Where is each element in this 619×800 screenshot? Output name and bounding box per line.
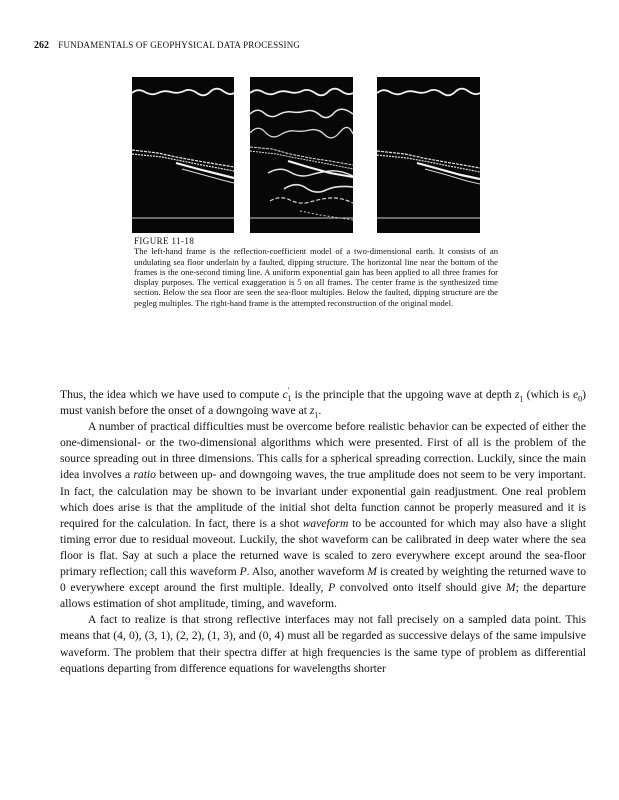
page-number: 262 [34, 40, 49, 51]
reconstruction-plot [377, 77, 480, 233]
body-text [60, 387, 586, 677]
pegleg-4 [300, 211, 353, 220]
synthesized-section-plot [250, 77, 353, 233]
running-head-title: FUNDAMENTALS OF GEOPHYSICAL DATA PROCESSING [58, 40, 301, 50]
sea-floor-multiple-2 [250, 127, 353, 137]
fault-reflector-b [250, 151, 353, 169]
figure-caption [134, 236, 498, 308]
paragraph-1: Thus, the idea which we have used to compute $c'_1$ is the principle that the upgoing wave at depth $z_1$ (which is $e_0$) must vanish before the onset of a downgoing wave at $z_1$. [60, 386, 586, 420]
faulted-reflector-lower [132, 154, 234, 171]
figure-label: FIGURE 11-18 [134, 236, 195, 246]
figure-caption-text: The left-hand frame is the reflection-coefficient model of a two-dimensional earth. It consists of an undulating sea floor underlain by a faulted, dipping structure. The horizontal line near the bottom of the frames is the one-second timing line. A uniform exponential gain has been applied to all three frames for display purposes. The vertical exaggeration is 5 on all frames. The center frame is the synthesized time section. Below the sea floor are seen the sea-floor multiples. Below the faulted, dipping structure are the pegleg multiples. The right-hand frame is the attempted reconstruction of the original model. [134, 246, 498, 308]
sea-floor-reflector [132, 89, 234, 96]
figure-11-18 [132, 77, 588, 233]
fault-reflector-a [250, 147, 353, 165]
sea-floor-multiple-1 [250, 109, 353, 117]
paragraph-3: A fact to realize is that strong reflective interfaces may not fall precisely on a sampled data point. This means that (4, 0), (3, 1), (2, 2), (1, 3), and (0, 4) must all be regarded as successive delays of the same impulsive waveform. The problem that their spectra differ at high frequencies is the same type of problem as differential equations departing from difference equations for wavelengths shorter [60, 613, 586, 675]
pegleg-2 [284, 185, 353, 192]
frame-reflection-model [132, 77, 234, 233]
sea-floor-primary [250, 89, 353, 96]
sea-floor-reflector [377, 89, 480, 96]
frame-reconstruction [377, 77, 480, 233]
pegleg-3 [270, 198, 353, 203]
reflection-model-plot [132, 77, 234, 233]
running-head [34, 39, 594, 52]
paragraph-2: A number of practical difficulties must be overcome before realistic behavior can be expected of either the one-dimensional- or the two-dimensional algorithms which were presented. First of all is the problem of the source spreading out in three dimensions. This calls for a spherical spreading correction. Luckily, since the main idea involves a ratio between up- and downgoing waves, the true amplitude does not seem to be very important. In fact, the calculation may be shown to be invariant under exponential gain readjustment. One real problem which does arise is that the amplitude of the initial shot delta function cannot be properly measured and it is required for the calculation. In fact, there is a shot waveform to be accounted for which may also have a slight timing error due to residual moveout. Luckily, the shot waveform can be calibrated in deep water where the sea floor is flat. Say at such a place the returned wave is scaled to zero everywhere except around the sea-floor primary reflection; call this waveform P. Also, another waveform M is created by weighting the returned wave to 0 everywhere except around the first multiple. Ideally, P convolved onto itself should give M; the departure allows estimation of shot amplitude, timing, and waveform. [60, 420, 586, 611]
frame-synthesized-section [250, 77, 353, 233]
